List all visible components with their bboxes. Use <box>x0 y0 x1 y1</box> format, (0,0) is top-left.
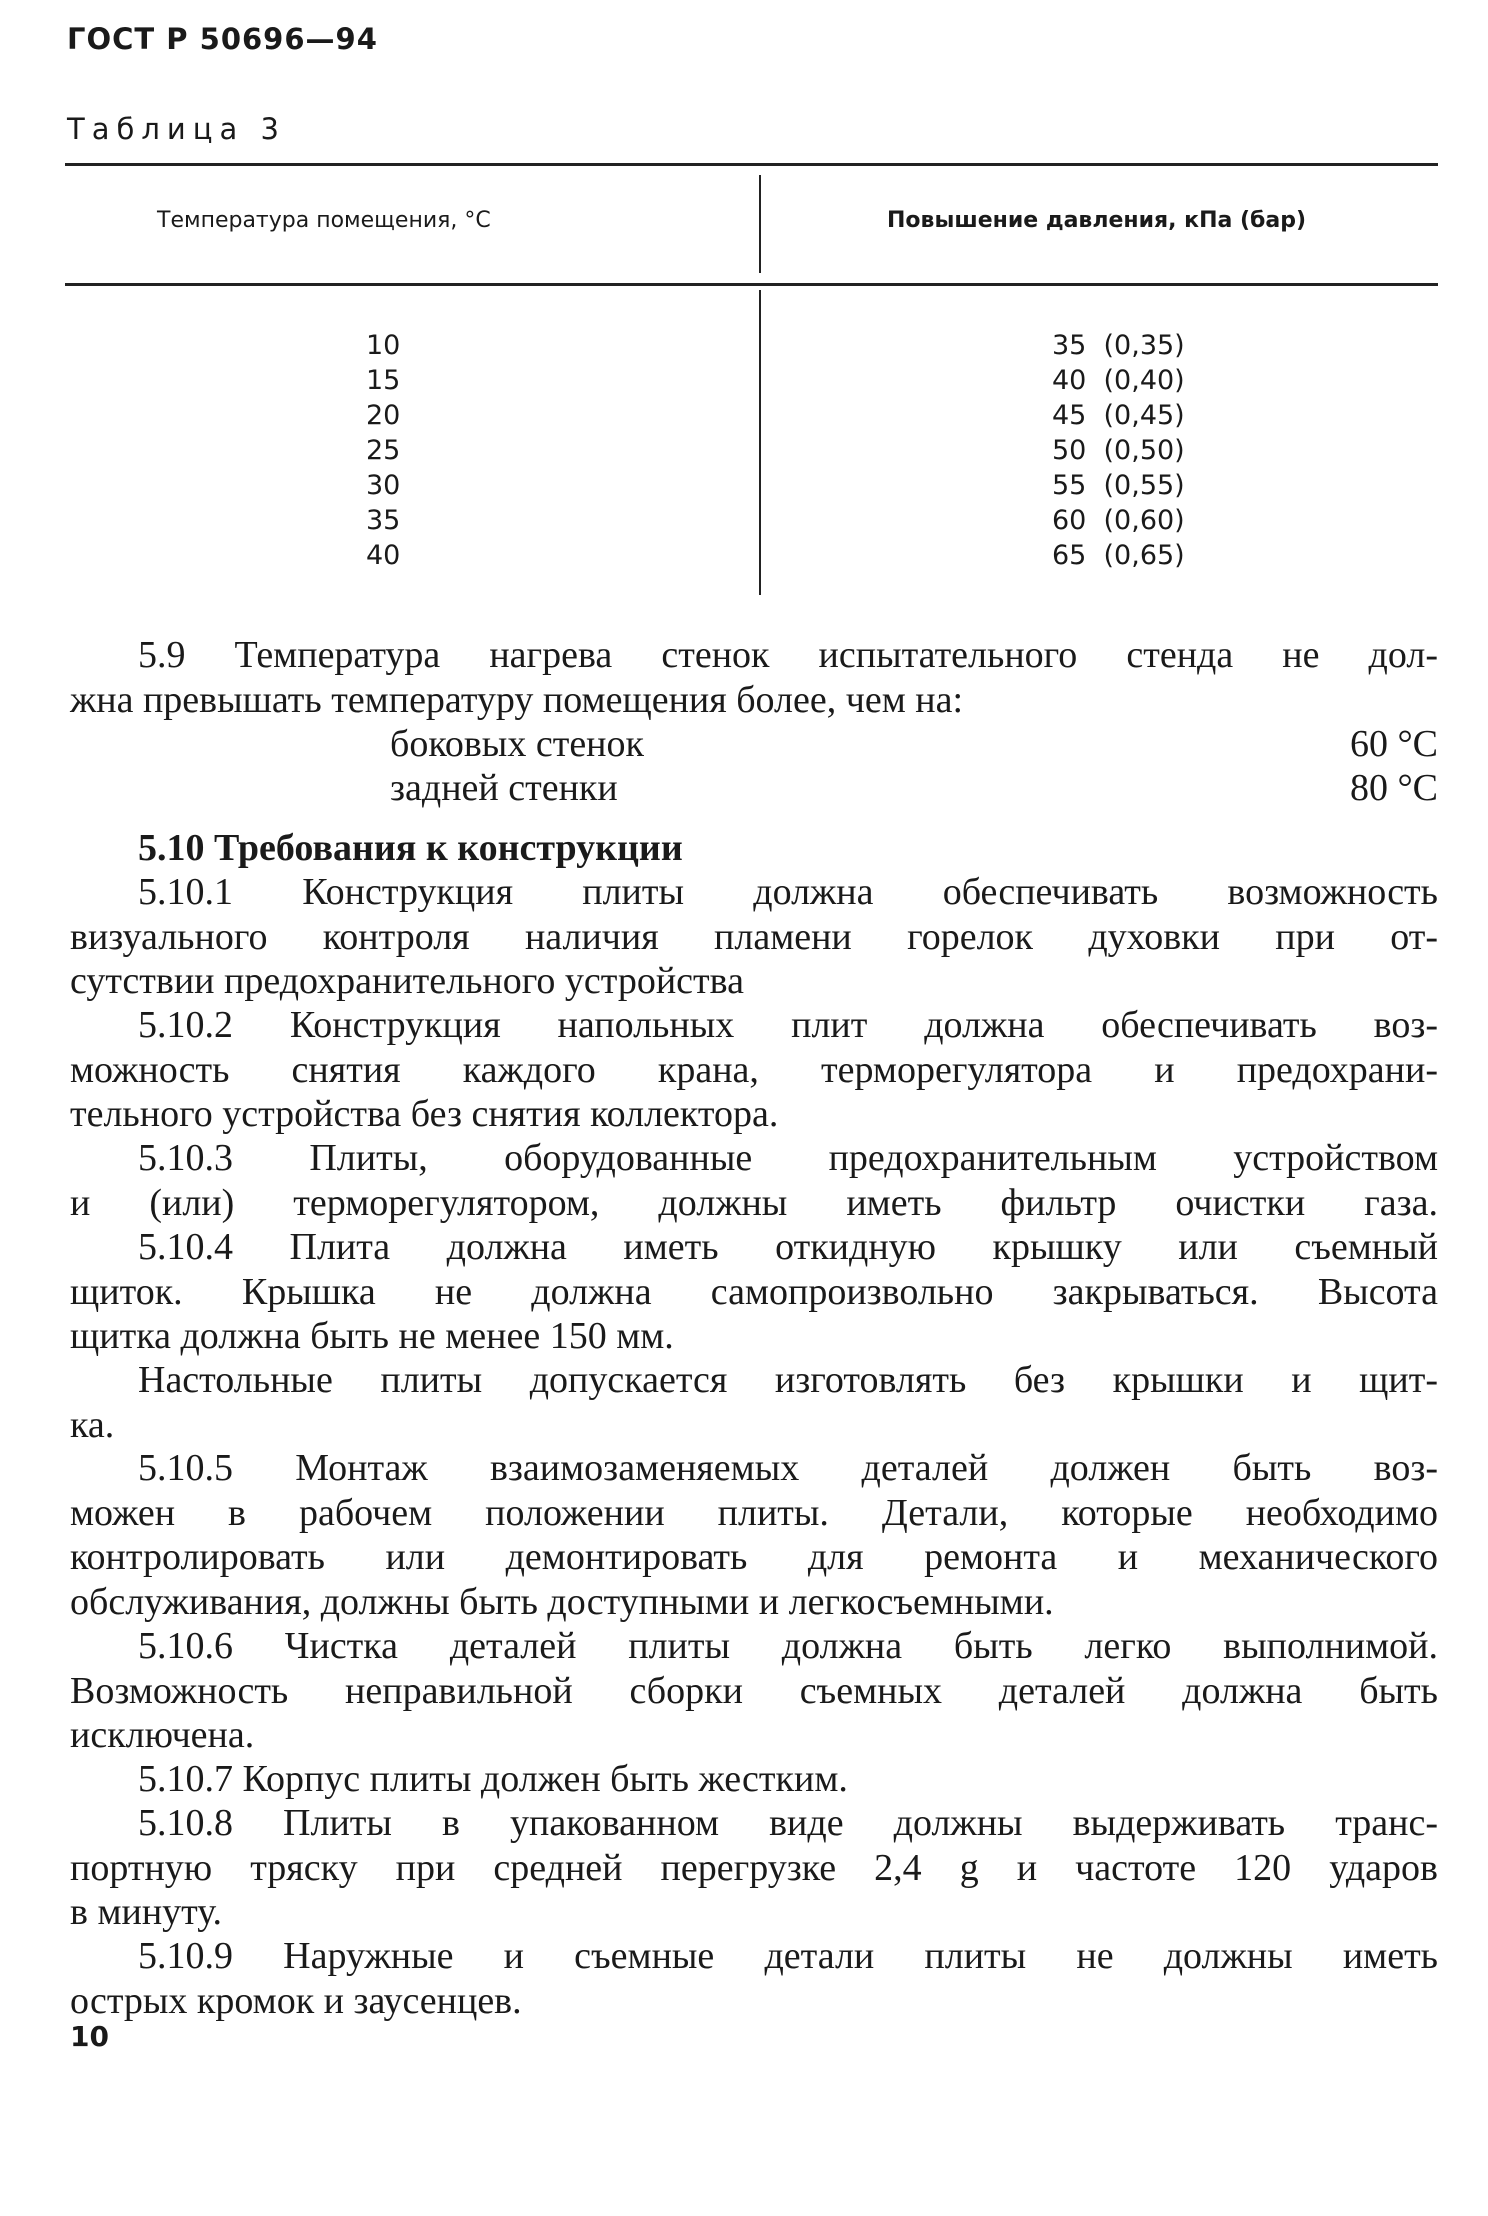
text-line: визуального контроля наличия пламени горелок духовки при от- <box>70 915 1438 958</box>
pressure-column <box>1052 328 1185 573</box>
table-header-divider <box>759 175 761 273</box>
paragraph-5-10-6 <box>70 1624 1438 1758</box>
item-value: 60 °С <box>1349 723 1438 765</box>
table-caption: Таблица 3 <box>67 112 286 146</box>
text-line: контролировать или демонтировать для ремонта и механического <box>70 1536 1438 1578</box>
table-cell: 60 (0,60) <box>1052 505 1185 536</box>
text-line: жна превышать температуру помещения более, чем на: <box>70 678 964 721</box>
text-line: Настольные плиты допускается изготовлять без крышки и щит- <box>138 1359 1438 1401</box>
paragraph-5-10-7 <box>70 1757 1438 1802</box>
table-cell: 30 <box>366 470 401 501</box>
text-line: 5.10.7 Корпус плиты должен быть жестким. <box>138 1758 848 1800</box>
paragraph-5-10-4 <box>70 1225 1438 1359</box>
text-line: в минуту. <box>70 1891 222 1933</box>
item-label: боковых стенок <box>390 723 644 765</box>
text-line: исключена. <box>70 1714 255 1756</box>
table-cell: 20 <box>366 400 401 431</box>
text-line: ка. <box>70 1403 115 1446</box>
paragraph-5-10-9 <box>70 1934 1438 2023</box>
text-line: 5.10.2 Конструкция напольных плит должна обеспечивать воз- <box>138 1004 1438 1046</box>
table-cell: 35 (0,35) <box>1052 330 1185 361</box>
text-line: можность снятия каждого крана, терморегулятора и предохрани- <box>70 1048 1438 1091</box>
text-line: 5.10.8 Плиты в упакованном виде должны выдерживать транс- <box>138 1802 1438 1844</box>
text-line: 5.10.4 Плита должна иметь откидную крышку или съемный <box>138 1226 1438 1268</box>
table-cell: 40 <box>366 540 401 571</box>
text-line: обслуживания, должны быть доступными и легкосъемными. <box>70 1580 1054 1623</box>
paragraph-5-10-3 <box>70 1136 1438 1225</box>
table-cell: 55 (0,55) <box>1052 470 1185 501</box>
requirement-side-walls <box>390 722 1438 767</box>
text-line: 5.9 Температура нагрева стенок испытательного стенда не дол- <box>138 634 1438 676</box>
table-cell: 10 <box>366 330 401 361</box>
text-line: щитка должна быть не менее 150 мм. <box>70 1315 674 1357</box>
text-line: можен в рабочем положении плиты. Детали, которые необходимо <box>70 1491 1438 1534</box>
table-cell: 40 (0,40) <box>1052 365 1185 396</box>
table-cell: 25 <box>366 435 401 466</box>
table-cell: 15 <box>366 365 401 396</box>
section-title-5-10 <box>70 826 1438 871</box>
text-line: 5.10.9 Наружные и съемные детали плиты не должны иметь <box>138 1935 1438 1977</box>
document-code: ГОСТ Р 50696—94 <box>67 22 378 56</box>
table-header-rule <box>65 283 1438 286</box>
paragraph-5-10-1 <box>70 870 1438 1004</box>
text-line: сутствии предохранительного устройства <box>70 960 744 1002</box>
section-title-text: 5.10 Требования к конструкции <box>138 827 683 869</box>
text-line: портную тряску при средней перегрузке 2,4 g и частоте 120 ударов <box>70 1846 1438 1889</box>
text-line: тельного устройства без снятия коллектора. <box>70 1093 779 1135</box>
text-line: Возможность неправильной сборки съемных деталей должна быть <box>70 1669 1438 1712</box>
table-cell: 45 (0,45) <box>1052 400 1185 431</box>
table-cell: 65 (0,65) <box>1052 540 1185 571</box>
paragraph-5-9 <box>70 633 1438 722</box>
text-line: 5.10.6 Чистка деталей плиты должна быть легко выполнимой. <box>138 1625 1438 1667</box>
text-line: 5.10.1 Конструкция плиты должна обеспечивать возможность <box>138 871 1438 913</box>
table-cell: 50 (0,50) <box>1052 435 1185 466</box>
paragraph-5-10-2 <box>70 1003 1438 1137</box>
table-body-divider <box>759 290 761 595</box>
table-header-temperature: Температура помещения, °С <box>157 208 491 233</box>
table-cell: 35 <box>366 505 401 536</box>
temperature-column <box>366 328 416 573</box>
text-line: и (или) терморегулятором, должны иметь фильтр очистки газа. <box>70 1181 1438 1224</box>
text-line: 5.10.5 Монтаж взаимозаменяемых деталей должен быть воз- <box>138 1447 1438 1489</box>
item-value: 80 °С <box>1349 767 1438 809</box>
requirement-back-wall <box>390 766 1438 811</box>
text-line: 5.10.3 Плиты, оборудованные предохранительным устройством <box>138 1137 1438 1179</box>
item-label: задней стенки <box>390 767 618 809</box>
page-number: 10 <box>70 2020 109 2053</box>
paragraph-5-10-8 <box>70 1801 1438 1935</box>
text-line: острых кромок и заусенцев. <box>70 1979 522 2022</box>
table-header-pressure: Повышение давления, кПа (бар) <box>887 208 1307 233</box>
text-line: щиток. Крышка не должна самопроизвольно закрываться. Высота <box>70 1270 1438 1313</box>
table-top-rule <box>65 163 1438 166</box>
paragraph-5-10-5 <box>70 1446 1438 1624</box>
paragraph-5-10-4-note <box>70 1358 1438 1447</box>
